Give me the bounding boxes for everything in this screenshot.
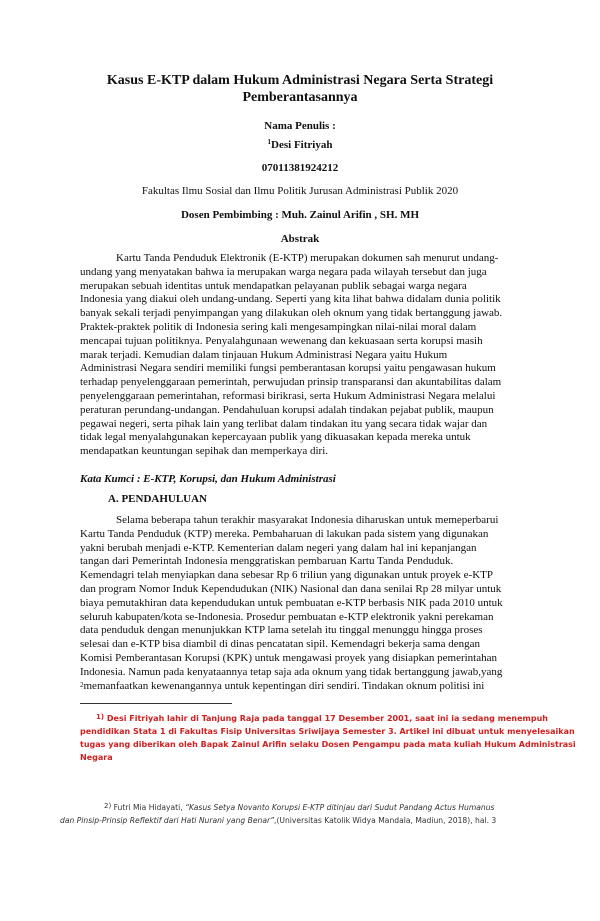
footnote-1-line bbox=[80, 712, 548, 725]
paper-title bbox=[60, 72, 540, 106]
abstract-line: Indonesia yang diakui oleh undang-undang. Seperti yang kita lihat bahwa didalam dunia politik bbox=[80, 293, 501, 306]
intro-line-last bbox=[80, 680, 521, 694]
intro-line: selesai dan e-KTP bisa diambil di dinas pencatatan sipil. Kemendagri bekerja sama dengan bbox=[80, 638, 481, 651]
abstract-line: mencapai tujuan politiknya. Penyalahgunaan wewenang dan kekuasaan serta korupsi masih bbox=[80, 334, 483, 347]
footnote-2-line-1 bbox=[60, 801, 530, 814]
abstract-line: terhadap penyelenggaraan pemerintah, perwujudan prinsip transparansi dan akuntabilitas dalam bbox=[80, 376, 502, 389]
footnote-1-line: Negara bbox=[80, 753, 113, 762]
intro-line: Komisi Pemberantasan Korupsi (KPK) untuk mengawasi proyek yang disiapkan pemerintahan bbox=[80, 651, 497, 664]
abstract-line: Kartu Tanda Penduduk Elektronik (E-KTP) merupakan dokumen sah menurut undang- bbox=[116, 252, 499, 264]
abstract-line: Praktek-praktek politik di Indonesia sering kali mengesampingkan nilai-nilai moral dalam bbox=[80, 320, 477, 333]
abstract-line: peraturan perundang-undangan. Pendahuluan korupsi adalah tindakan pejabat publik, maupun bbox=[80, 403, 494, 416]
abstract-line: mendapatkan keuntungan sepihak dan memperkaya diri. bbox=[80, 445, 329, 458]
intro-line: Selama beberapa tahun terakhir masyarakat Indonesia diharuskan untuk memeperbarui bbox=[116, 514, 499, 526]
intro-line: tangan dari Pemerintah Indonesia menggratiskan pembaruan Kartu Tanda Penduduk. bbox=[80, 555, 454, 568]
abstract-line: marak terjadi. Kemudian dalam tinjauan Hukum Administrasi Negara yaitu Hukum bbox=[80, 348, 448, 361]
footnote-1 bbox=[80, 712, 576, 764]
abstract-line: merupakan sebuah identitas untuk mendapatkan pelayanan publik sebagai warga negara bbox=[80, 279, 467, 292]
affiliation: Fakultas Ilmu Sosial dan Ilmu Politik Jurusan Administrasi Publik 2020 bbox=[141, 185, 459, 197]
intro-line: dan program Nomor Induk Kependudukan (NIK) Nasional dan dana senilai Rp 28 milyar untuk bbox=[80, 582, 502, 595]
footnote-2-publisher: ,(Universitas Katolik Widya Mandala, Madiun, 2018), hal. 3 bbox=[274, 816, 497, 825]
abstract-line: penyelenggaraan pemerintahan, reformasi birikrasi, serta Hukum Administrasi Negara melalui bbox=[80, 389, 496, 402]
intro-line: biaya pemutakhiran data kependudukan untuk pembuatan e-KTP berbasis NIK pada 2010 untuk bbox=[80, 596, 503, 609]
abstract-line: pegawai negeri, serta pihak lain yang terlibat dalam tindakan itu yang secara tidak wajar dan bbox=[80, 417, 488, 430]
intro-line: Kartu Tanda Penduduk (KTP) mereka. Pembaharuan di lakukan pada sistem yang digunakan bbox=[80, 527, 489, 540]
keywords: Kata Kumci : E-KTP, Korupsi, dan Hukum Administrasi bbox=[80, 473, 336, 485]
intro-line: seluruh kabupaten/kota se-Indonesia. Prosedur pembuatan e-KTP elektronik yakni perekaman bbox=[80, 610, 494, 623]
intro-line: Indonesia. Namun pada kenyataannya tetap saja ada oknum yang tidak bertanggung jawab,yang bbox=[80, 665, 503, 678]
footnote-1-text: Desi Fitriyah lahir di Tanjung Raja pada tanggal 17 Desember 2001, saat ini ia sedang menempuh bbox=[106, 714, 548, 723]
author-name: Desi Fitriyah bbox=[271, 139, 333, 151]
footnote-2-title-cont: dan Pinsip-Prinsip Reflektif dari Hati Nurani yang Benar” bbox=[60, 816, 275, 825]
intro-line: Kemendagri telah menyiapkan dana sebesar Rp 6 triliun yang digunakan untuk proyek e-KTP bbox=[80, 569, 493, 582]
intro-line: yakni berubah menjadi e-KTP. Kementerian dalam negeri yang dalam hal ini kepanjangan bbox=[80, 541, 477, 554]
abstract-heading: Abstrak bbox=[280, 233, 320, 245]
footnote-divider bbox=[80, 703, 232, 704]
intro-line: data penduduk dengan menunjukkan KTP lama setelah itu tinggal menunggu hingga proses bbox=[80, 624, 483, 637]
abstract-line: undang yang menyatakan bahwa ia merupakan warga negara pada wilayah tersebut dan juga bbox=[80, 265, 487, 278]
title-line-1: Kasus E-KTP dalam Hukum Administrasi Negara Serta Strategi bbox=[106, 73, 494, 88]
author-nim: 07011381924212 bbox=[261, 162, 339, 174]
footnote-1-marker: 1) bbox=[96, 713, 105, 721]
footnote-ref-2: 2 bbox=[80, 680, 84, 689]
section-heading: A. PENDAHULUAN bbox=[108, 493, 207, 505]
author-label: Nama Penulis : bbox=[264, 120, 336, 132]
footnote-2-marker: 2) bbox=[104, 802, 112, 810]
footnote-2 bbox=[60, 801, 530, 827]
introduction-body bbox=[80, 514, 521, 693]
abstract-body bbox=[80, 252, 521, 459]
author-name-line bbox=[60, 139, 540, 151]
footnote-2-author: Futri Mia Hidayati, bbox=[113, 803, 186, 812]
abstract-line: Administrasi Negara sendiri memiliki fungsi pemberantasan korupsi yaitu pengawasan hukum bbox=[80, 362, 496, 375]
footnote-2-title: “Kasus Setya Novanto Korupsi E-KTP ditinjau dari Sudut Pandang Actus Humanus bbox=[185, 803, 495, 812]
abstract-line: banyak sekali terjadi penyimpangan yang dilakukan oleh oknum yang tidak bertanggung jawab. bbox=[80, 307, 503, 320]
footnote-1-line: pendidikan Stata 1 di Fakultas Fisip Universitas Sriwijaya Semester 3. Artikel ini dibuat untuk menyelesaikan bbox=[80, 727, 575, 736]
supervisor: Dosen Pembimbing : Muh. Zainul Arifin , SH. MH bbox=[180, 209, 420, 221]
author-sup: 1 bbox=[267, 138, 272, 146]
abstract-line: tidak legal menyalahgunakan kepercayaan publik yang dikuasakan kepada mereka untuk bbox=[80, 431, 471, 444]
footnote-2-line-2 bbox=[60, 814, 530, 827]
intro-line-text: memanfaatkan kewenangannya untuk kepentingan diri sendiri. Tindakan oknum politisi ini bbox=[83, 679, 485, 692]
footnote-1-line: tugas yang diberikan oleh Bapak Zainul Arifin selaku Dosen Pengampu pada mata kuliah Hukum Administrasi bbox=[80, 740, 576, 749]
title-line-2: Pemberantasannya bbox=[242, 90, 358, 105]
